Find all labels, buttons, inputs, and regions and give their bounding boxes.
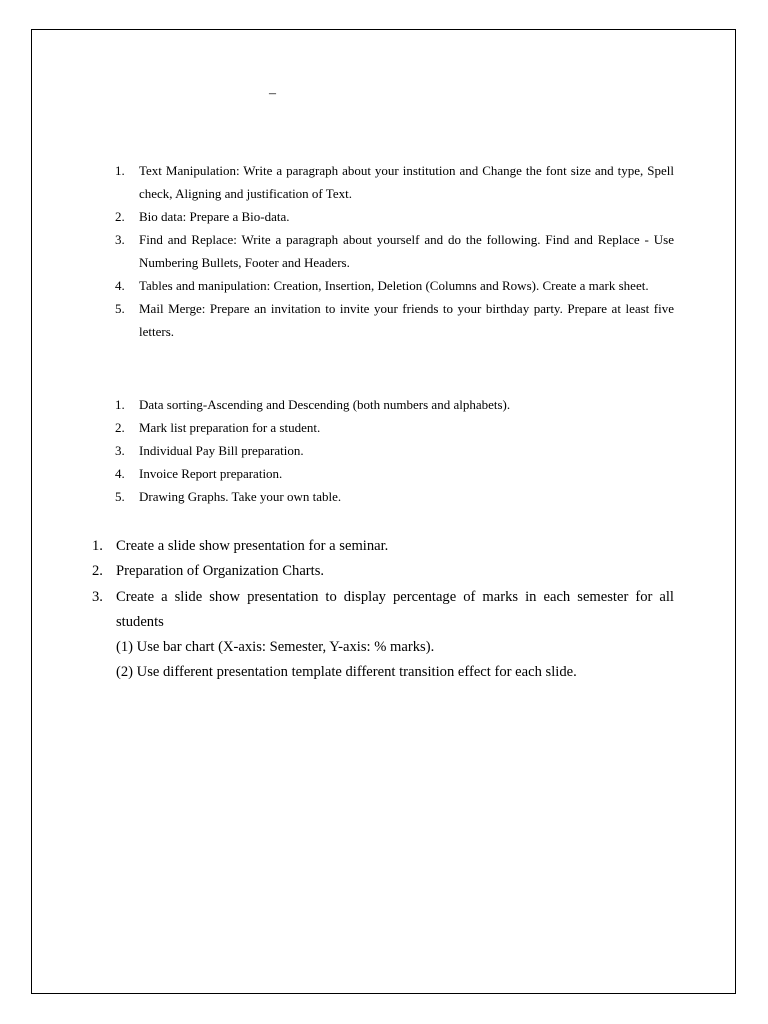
list-number: 5. bbox=[115, 301, 125, 316]
list-number: 2. bbox=[92, 563, 103, 580]
list-number: 2. bbox=[115, 209, 125, 224]
list-item-text: Drawing Graphs. Take your own table. bbox=[139, 489, 342, 504]
list-item bbox=[115, 416, 674, 439]
list-number: 5. bbox=[115, 489, 125, 504]
list-item-text: Create a slide show presentation to display percentage of marks in each semester for all students bbox=[116, 588, 674, 630]
list-number: 4. bbox=[115, 466, 125, 481]
list-item-text: Text Manipulation: Write a paragraph about your institution and Change the font size and type, Spell check, Aligning and justification of Text. bbox=[139, 163, 674, 201]
list-item bbox=[115, 159, 674, 205]
list-item bbox=[115, 205, 674, 228]
list-item-text: Data sorting-Ascending and Descending (both numbers and alphabets). bbox=[139, 397, 511, 412]
list-item bbox=[115, 228, 674, 274]
word-processing-list bbox=[115, 159, 674, 343]
list-item bbox=[115, 274, 674, 297]
list-item-text: Tables and manipulation: Creation, Insertion, Deletion (Columns and Rows). Create a mark sheet. bbox=[139, 278, 649, 293]
list-item bbox=[92, 559, 674, 584]
list-item-text: Individual Pay Bill preparation. bbox=[139, 443, 304, 458]
list-item bbox=[92, 585, 674, 686]
list-item bbox=[115, 485, 674, 508]
sub-item: (1) Use bar chart (X-axis: Semester, Y-axis: % marks). bbox=[116, 639, 435, 656]
spreadsheet-list bbox=[115, 393, 674, 508]
list-item bbox=[115, 439, 674, 462]
list-number: 1. bbox=[115, 163, 125, 178]
presentation-list bbox=[92, 534, 674, 686]
list-number: 3. bbox=[92, 588, 103, 605]
list-item bbox=[115, 462, 674, 485]
list-item bbox=[115, 393, 674, 416]
list-item-text: Bio data: Prepare a Bio-data. bbox=[139, 209, 290, 224]
sub-item: (2) Use different presentation template different transition effect for each slide. bbox=[116, 664, 577, 681]
list-item-text: Invoice Report preparation. bbox=[139, 466, 283, 481]
list-item bbox=[115, 297, 674, 343]
list-item-text: Find and Replace: Write a paragraph about yourself and do the following. Find and Replace - Use Numbering Bullets, Footer and Headers. bbox=[139, 232, 674, 270]
list-number: 1. bbox=[92, 538, 103, 554]
list-number: 3. bbox=[115, 232, 125, 247]
header-dash: – bbox=[269, 86, 276, 101]
list-item-text: Preparation of Organization Charts. bbox=[116, 563, 325, 580]
list-number: 3. bbox=[115, 443, 125, 458]
list-item-text: Mark list preparation for a student. bbox=[139, 420, 321, 435]
list-item-text: Create a slide show presentation for a seminar. bbox=[116, 538, 389, 554]
list-item-text: Mail Merge: Prepare an invitation to invite your friends to your birthday party. Prepare at least five letters. bbox=[139, 301, 674, 339]
list-number: 1. bbox=[115, 397, 125, 412]
list-item bbox=[92, 534, 674, 559]
list-number: 2. bbox=[115, 420, 125, 435]
list-number: 4. bbox=[115, 278, 125, 293]
